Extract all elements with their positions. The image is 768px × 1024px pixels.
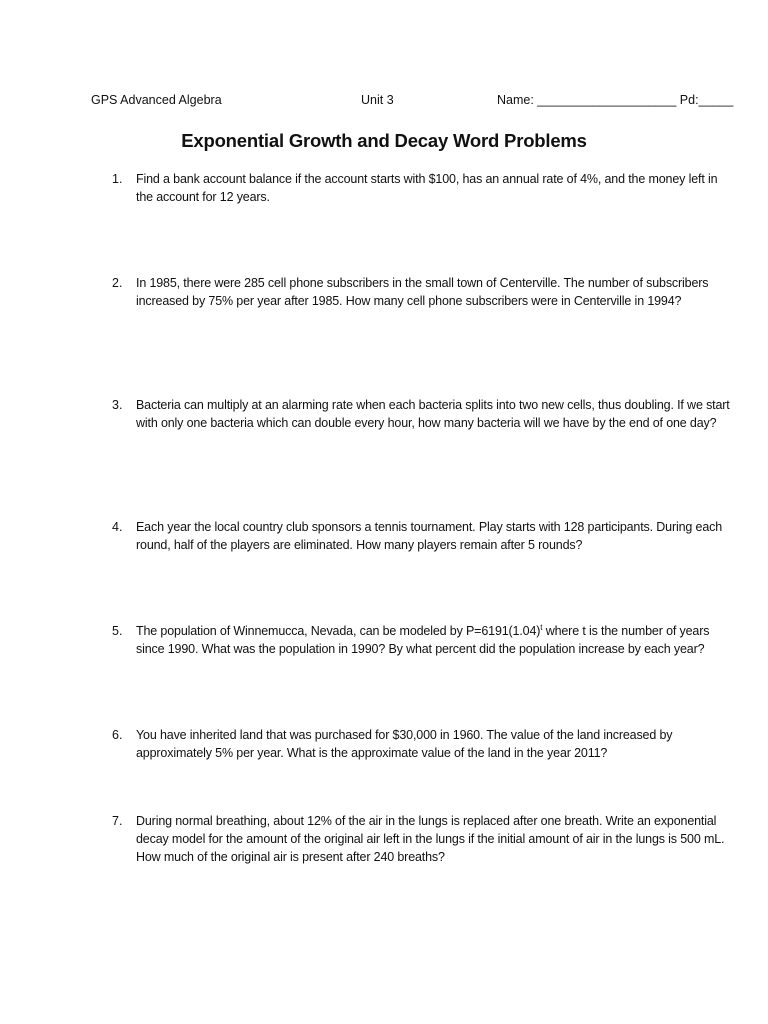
problem-text-start: The population of Winnemucca, Nevada, can be modeled by P=6191(1.04) (136, 624, 541, 638)
problem-number: 4. (112, 520, 123, 534)
problem-text: You have inherited land that was purchased for $30,000 in 1960. The value of the land increased by approximately 5% per year. What is the approximate value of the land in the year 2011? (136, 728, 673, 760)
worksheet-header (0, 93, 768, 111)
problem-text: During normal breathing, about 12% of the air in the lungs is replaced after one breath. Write an exponential decay model for the amount of the original air left in the lungs if the initial amount of air in the lungs is 500 mL. How much of the original air is present after 240 breaths? (136, 814, 725, 864)
problem-number: 7. (112, 814, 123, 828)
problem-number: 5. (112, 624, 123, 638)
exponent: t (540, 622, 543, 632)
problem-number: 3. (112, 398, 123, 412)
unit-label: Unit 3 (361, 93, 394, 107)
course-name: GPS Advanced Algebra (91, 93, 222, 107)
name-period-field: Name: ____________________ Pd:_____ (497, 93, 734, 107)
page-title: Exponential Growth and Decay Word Problems (181, 130, 587, 151)
problem-number: 1. (112, 172, 123, 186)
problem-text-end: where t is the number of years since 1990. What was the population in 1990? By what percent did the population increase by each year? (136, 624, 710, 656)
problem-text (136, 622, 736, 658)
problem-text: Bacteria can multiply at an alarming rate when each bacteria splits into two new cells, thus doubling. If we start with only one bacteria which can double every hour, how many bacteria will we have by the end of one day? (136, 398, 730, 430)
problem-text: Each year the local country club sponsors a tennis tournament. Play starts with 128 participants. During each round, half of the players are eliminated. How many players remain after 5 rounds? (136, 520, 723, 552)
problem-number: 2. (112, 276, 123, 290)
problem-number: 6. (112, 728, 123, 742)
problem-text: In 1985, there were 285 cell phone subscribers in the small town of Centerville. The number of subscribers increased by 75% per year after 1985. How many cell phone subscribers were in Centerville in 1994? (136, 276, 709, 308)
problem-text: Find a bank account balance if the account starts with $100, has an annual rate of 4%, and the money left in the account for 12 years. (136, 172, 718, 204)
